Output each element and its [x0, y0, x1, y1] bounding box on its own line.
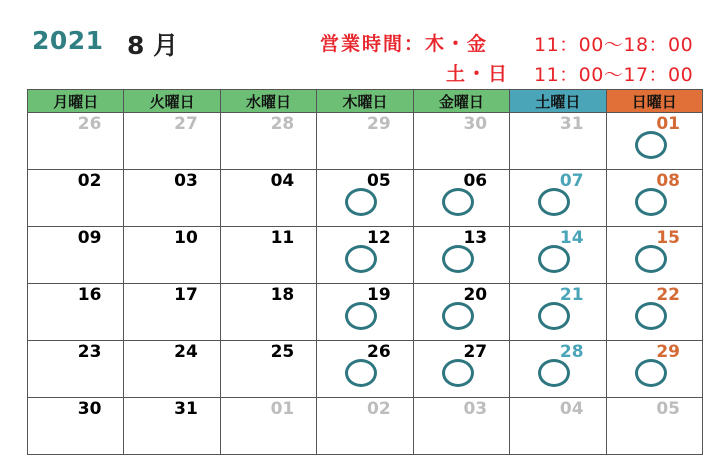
day-number: 12 [367, 228, 391, 248]
day-number: 30 [77, 399, 102, 419]
calendar-body [28, 113, 703, 455]
open-day-circle-icon [442, 359, 474, 387]
day-number: 01 [270, 399, 295, 419]
weekday-header-sat: 土曜日 [510, 90, 606, 113]
day-number: 30 [463, 114, 488, 134]
business-hours-weekend-time: 11：00〜17：00 [534, 64, 694, 86]
calendar-week-row [28, 113, 703, 170]
calendar-day-cell [413, 113, 509, 170]
weekday-header-thu: 木曜日 [317, 90, 413, 113]
calendar-day-cell [317, 284, 413, 341]
calendar-day-cell [28, 227, 124, 284]
calendar-day-cell [606, 341, 702, 398]
open-day-circle-icon [635, 359, 667, 387]
day-number: 31 [174, 399, 198, 419]
open-day-circle-icon [538, 302, 570, 330]
day-number: 11 [270, 228, 295, 248]
calendar-day-cell [510, 170, 606, 227]
day-number: 20 [463, 285, 488, 305]
weekday-header-wed: 水曜日 [220, 90, 316, 113]
calendar-day-cell [606, 398, 702, 455]
open-day-circle-icon [442, 188, 474, 216]
weekday-header-fri: 金曜日 [413, 90, 509, 113]
calendar-day-cell [413, 227, 509, 284]
day-number: 14 [559, 228, 584, 248]
open-day-circle-icon [635, 188, 667, 216]
calendar-year: 2021 [32, 26, 104, 55]
day-number: 13 [463, 228, 488, 248]
calendar-day-cell [124, 284, 220, 341]
open-day-circle-icon [345, 302, 377, 330]
calendar-day-cell [28, 398, 124, 455]
calendar-day-cell [510, 341, 606, 398]
day-number: 26 [367, 342, 391, 362]
calendar-day-cell [606, 284, 702, 341]
calendar-month: 8 月 [127, 31, 179, 60]
calendar-day-cell [124, 398, 220, 455]
open-day-circle-icon [442, 245, 474, 273]
calendar-day-cell [220, 341, 316, 398]
weekday-header-sun: 日曜日 [606, 90, 702, 113]
open-day-circle-icon [345, 245, 377, 273]
calendar-day-cell [510, 398, 606, 455]
day-number: 06 [463, 171, 488, 191]
day-number: 27 [174, 114, 198, 134]
open-day-circle-icon [538, 359, 570, 387]
calendar-day-cell [124, 227, 220, 284]
day-number: 27 [463, 342, 488, 362]
open-day-circle-icon [345, 359, 377, 387]
calendar-day-cell [220, 113, 316, 170]
open-day-circle-icon [538, 245, 570, 273]
calendar-week-row [28, 284, 703, 341]
calendar-day-cell [124, 170, 220, 227]
day-number: 22 [656, 285, 680, 305]
day-number: 05 [367, 171, 391, 191]
calendar-day-cell [510, 284, 606, 341]
calendar-day-cell [606, 227, 702, 284]
day-number: 03 [463, 399, 488, 419]
calendar-day-cell [28, 284, 124, 341]
day-number: 05 [656, 399, 680, 419]
month-calendar-grid [27, 89, 703, 455]
calendar-day-cell [124, 341, 220, 398]
day-number: 29 [656, 342, 680, 362]
business-hours-weekend-label: 土・日 [446, 63, 510, 85]
calendar-day-cell [220, 170, 316, 227]
calendar-week-row [28, 398, 703, 455]
business-hours-weekday-label: 営業時間：木・金 [320, 33, 489, 55]
calendar-day-cell [413, 170, 509, 227]
open-day-circle-icon [538, 188, 570, 216]
calendar-day-cell [317, 113, 413, 170]
day-number: 02 [77, 171, 102, 191]
day-number: 28 [559, 342, 584, 362]
day-number: 03 [174, 171, 198, 191]
day-number: 31 [559, 114, 584, 134]
day-number: 21 [559, 285, 584, 305]
calendar-day-cell [413, 341, 509, 398]
weekday-header-row [28, 90, 703, 113]
day-number: 01 [656, 114, 680, 134]
calendar-week-row [28, 341, 703, 398]
day-number: 08 [656, 171, 680, 191]
open-day-circle-icon [635, 131, 667, 159]
day-number: 04 [270, 171, 295, 191]
calendar-day-cell [317, 398, 413, 455]
day-number: 19 [367, 285, 391, 305]
day-number: 09 [77, 228, 102, 248]
day-number: 15 [656, 228, 680, 248]
calendar-day-cell [124, 113, 220, 170]
calendar-week-row [28, 170, 703, 227]
open-day-circle-icon [345, 188, 377, 216]
day-number: 10 [174, 228, 198, 248]
open-day-circle-icon [635, 302, 667, 330]
day-number: 04 [559, 399, 584, 419]
open-day-circle-icon [635, 245, 667, 273]
calendar-day-cell [317, 170, 413, 227]
calendar-week-row [28, 227, 703, 284]
day-number: 23 [77, 342, 102, 362]
calendar-day-cell [28, 170, 124, 227]
business-hours-weekday-time: 11：00〜18：00 [534, 34, 694, 56]
calendar-day-cell [606, 113, 702, 170]
calendar-day-cell [220, 284, 316, 341]
day-number: 18 [270, 285, 295, 305]
calendar-day-cell [606, 170, 702, 227]
day-number: 26 [77, 114, 102, 134]
weekday-header-mon: 月曜日 [28, 90, 124, 113]
day-number: 16 [77, 285, 102, 305]
day-number: 29 [367, 114, 391, 134]
weekday-header-tue: 火曜日 [124, 90, 220, 113]
calendar-day-cell [220, 398, 316, 455]
day-number: 17 [174, 285, 198, 305]
day-number: 24 [174, 342, 198, 362]
calendar-day-cell [317, 341, 413, 398]
calendar-day-cell [413, 284, 509, 341]
calendar-day-cell [28, 341, 124, 398]
open-day-circle-icon [442, 302, 474, 330]
calendar-day-cell [413, 398, 509, 455]
day-number: 28 [270, 114, 295, 134]
calendar-day-cell [220, 227, 316, 284]
calendar-day-cell [28, 113, 124, 170]
calendar-day-cell [317, 227, 413, 284]
calendar-day-cell [510, 113, 606, 170]
day-number: 07 [559, 171, 584, 191]
day-number: 25 [270, 342, 295, 362]
calendar-day-cell [510, 227, 606, 284]
day-number: 02 [367, 399, 391, 419]
